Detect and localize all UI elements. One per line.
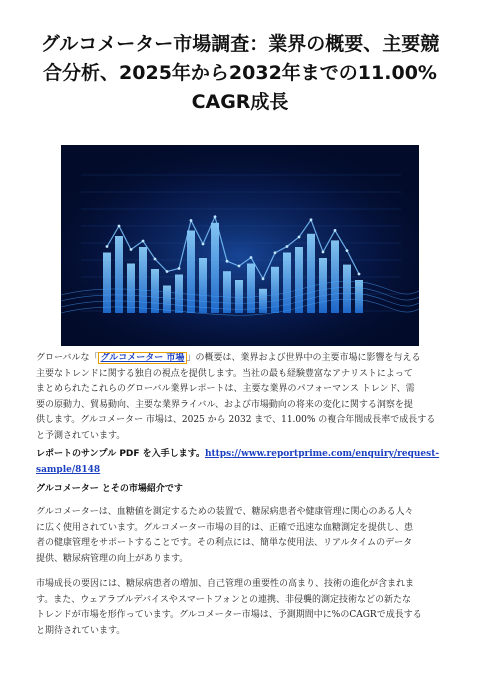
para2-line-2: に広く使用されています。グルコメーター市場の目的は、正確で迅速な血糖測定を提供し、患 <box>36 522 414 533</box>
decorative-bar <box>331 240 339 313</box>
para3-line-3a: トレンドが市場を形作っています。グルコメーター市場は、予測期間中に <box>36 610 332 621</box>
para2-line-4: 提供、糖尿病管理の向上があります。 <box>36 553 189 564</box>
decorative-bar <box>103 253 111 314</box>
para2-line-3: 者の健康管理をサポートすることです。その利点には、簡単な使用法、リアルタイムのデータ <box>36 538 413 549</box>
decorative-dot <box>310 218 313 221</box>
decorative-bar <box>235 280 243 313</box>
sample-link-cont[interactable]: sample/8148 <box>36 464 101 475</box>
decorative-dot <box>130 248 133 251</box>
para3-line-4: と期待されています。 <box>36 625 126 636</box>
decorative-bar <box>343 265 351 313</box>
decorative-dot <box>202 243 205 246</box>
decorative-bar <box>307 234 315 313</box>
cagr-token: %のCAGR <box>331 610 377 621</box>
decorative-bar <box>259 289 267 313</box>
intro-paragraph <box>36 351 446 445</box>
title-line-1: グルコメーター市場調査：業界の概要、主要競 <box>40 33 440 55</box>
decorative-dot <box>322 251 325 254</box>
decorative-dot <box>142 240 145 243</box>
decorative-dot <box>166 270 169 273</box>
decorative-bar <box>319 258 327 313</box>
decorative-dot <box>190 219 193 222</box>
intro-line-6: と予測されています。 <box>36 430 126 441</box>
decorative-dot <box>358 273 361 276</box>
decorative-bar <box>211 223 219 313</box>
decorative-dot <box>346 249 349 252</box>
decorative-dot <box>250 256 253 259</box>
intro-line-2: 主要なトレンドに関する独自の視点を提供します。当社の最も経験豊富なアナリストによって <box>36 368 413 379</box>
decorative-dot <box>154 258 157 261</box>
decorative-bar <box>247 264 255 314</box>
page-title <box>28 30 452 117</box>
sample-label: レポートのサンプル PDF を入手します。 <box>36 449 205 459</box>
sample-request <box>36 447 446 478</box>
decorative-bar <box>355 280 363 313</box>
intro-line-5b: から <box>204 415 229 426</box>
sample-link[interactable]: https://www.reportprime.com/enquiry/request- <box>204 449 440 459</box>
section-heading: グルコメーター とその市場紹介です <box>36 484 183 494</box>
decorative-bar <box>199 258 207 313</box>
intro-line-5a: 供します。グルコメーター 市場は、 <box>36 415 182 426</box>
decorative-bar <box>127 264 135 314</box>
decorative-dot <box>298 236 301 239</box>
decorative-dot <box>262 277 265 280</box>
intro-line-3: まとめられたこれらのグローバル業界レポートは、主要な業界のパフォーマンス トレンド、需 <box>36 384 415 395</box>
intro-line-5d: の複合年間成長率で成長する <box>315 415 436 426</box>
decorative-bar <box>139 247 147 313</box>
decorative-dot <box>226 260 229 263</box>
decorative-dot <box>214 215 217 218</box>
growth-factors-paragraph <box>36 577 446 639</box>
decorative-dot <box>274 251 277 254</box>
title-line-3: CAGR成長 <box>191 91 289 113</box>
intro-line-4: 要の原動力、貿易動向、主要な業界ライバル、および市場動向の将来の変化に関する洞察を提 <box>36 399 413 410</box>
decorative-bar <box>295 247 303 313</box>
para2-line-1: グルコメーターは、血糖値を測定するための装置で、糖尿病患者や健康管理に関心のある人々 <box>36 507 414 517</box>
intro-line-5c: まで、 <box>251 415 282 426</box>
hero-image <box>61 145 419 346</box>
decorative-bar <box>163 286 171 314</box>
para3-line-3b: で成長する <box>376 610 422 621</box>
decorative-bar <box>115 236 123 313</box>
intro-line-1-post: 」の概要は、業界および世界中の主要市場に影響を与える <box>186 353 421 363</box>
para3-line-1: 市場成長の要因には、糖尿病患者の増加、自己管理の重要性の高まり、技術の進化が含まれま <box>36 579 415 589</box>
cagr-rate: 11.00% <box>281 415 316 426</box>
market-intro-paragraph <box>36 505 446 567</box>
decorative-dot <box>286 245 289 248</box>
decorative-bar <box>223 271 231 313</box>
intro-pre: グローバルな「 <box>36 353 99 363</box>
market-link[interactable]: グルコメーター 市場 <box>100 353 185 363</box>
end-year: 2032 <box>228 415 252 426</box>
title-line-2: 合分析、2025年から2032年までの11.00% <box>43 62 437 84</box>
para3-line-2: す。また、ウェアラブルデバイスやスマートフォンとの連携、非侵襲的測定技術などの新たな <box>36 594 412 605</box>
decorative-dot <box>118 225 121 228</box>
bar-chart-graphic <box>61 145 419 346</box>
start-year: 2025 <box>181 415 205 426</box>
decorative-dot <box>334 229 337 232</box>
decorative-dot <box>106 245 109 248</box>
decorative-dot <box>178 267 181 270</box>
decorative-dot <box>238 265 241 268</box>
